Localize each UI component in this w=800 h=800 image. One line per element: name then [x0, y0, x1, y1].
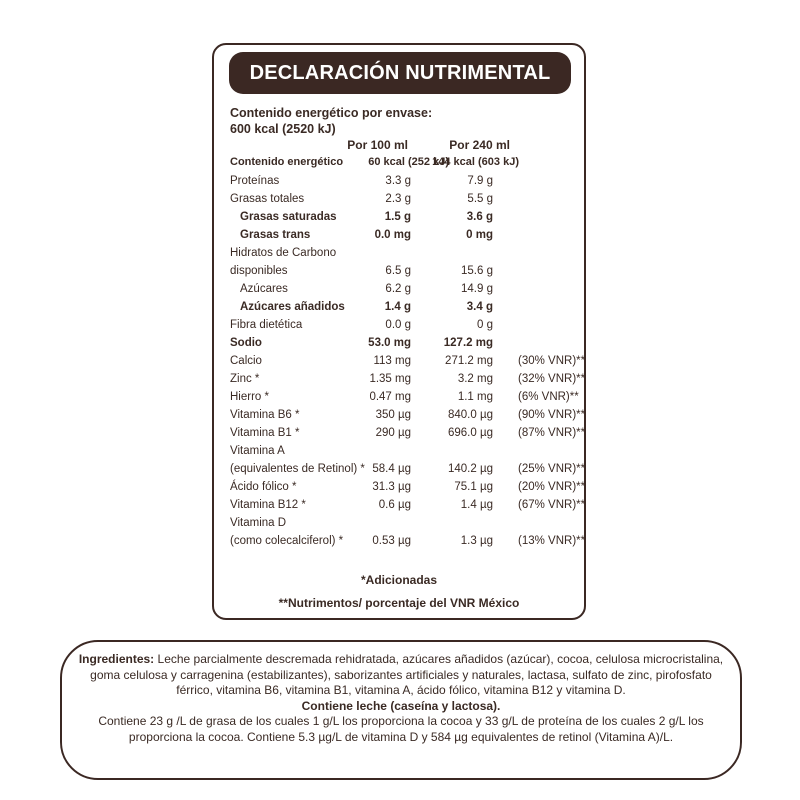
table-row	[230, 316, 575, 334]
table-row	[230, 496, 586, 514]
value-per240: 1.1 mg	[457, 391, 493, 403]
vnr-percent: (30% VNR)**	[518, 355, 586, 367]
energy-row-per240: 144 kcal (603 kJ)	[432, 156, 519, 168]
allergen-statement: Contiene leche (caseína y lactosa).	[301, 698, 501, 713]
value-per240: 840.0 µg	[448, 409, 493, 421]
value-per240: 3.6 g	[466, 211, 493, 223]
nutrient-label: Fibra dietética	[230, 319, 303, 331]
nutrient-label: disponibles	[230, 265, 288, 277]
table-row	[230, 262, 575, 280]
nutrient-label: (equivalentes de Retinol) *	[230, 463, 365, 475]
table-row	[230, 460, 586, 478]
value-per240: 1.4 µg	[460, 499, 493, 511]
value-per100: 1.5 g	[384, 211, 411, 223]
value-per100: 1.35 mg	[369, 373, 411, 385]
nutrient-label: Azúcares añadidos	[240, 301, 345, 313]
value-per240: 271.2 mg	[445, 355, 493, 367]
nutrient-label: Proteínas	[230, 175, 280, 187]
value-per100: 0.0 mg	[374, 229, 411, 241]
panel-title: DECLARACIÓN NUTRIMENTAL	[229, 52, 571, 94]
table-row	[230, 406, 586, 424]
nutrient-label: Grasas trans	[240, 229, 311, 241]
value-per240: 14.9 g	[461, 283, 493, 295]
nutrient-label: Hidratos de Carbono	[230, 247, 337, 259]
table-row	[230, 334, 575, 352]
nutrient-label: Vitamina D	[230, 517, 287, 529]
energy-row-label: Contenido energético	[230, 156, 344, 168]
footnote-vnr: **Nutrimentos/ porcentaje del VNR México	[278, 596, 520, 610]
table-row	[230, 370, 586, 388]
vnr-percent: (25% VNR)**	[518, 463, 586, 475]
column-header-per240: Por 240 ml	[449, 138, 510, 152]
vnr-percent: (90% VNR)**	[518, 409, 586, 421]
value-per100: 290 µg	[375, 427, 411, 439]
table-row	[230, 280, 575, 298]
energy-row	[230, 153, 575, 171]
nutrient-label: Azúcares	[240, 283, 288, 295]
column-header-per100: Por 100 ml	[347, 138, 408, 152]
value-per240: 5.5 g	[467, 193, 493, 205]
energy-per-package	[230, 105, 432, 137]
value-per100: 0.53 µg	[372, 535, 411, 547]
nutrient-label: Vitamina B1 *	[230, 427, 300, 439]
table-row	[230, 352, 586, 370]
vnr-percent: (20% VNR)**	[518, 481, 586, 493]
value-per240: 1.3 µg	[460, 535, 493, 547]
table-row	[230, 244, 575, 262]
energy-per-package-label: Contenido energético por envase:	[230, 106, 433, 120]
nutrient-label: Ácido fólico *	[230, 481, 297, 493]
vnr-percent: (87% VNR)**	[518, 427, 586, 439]
ingredients-text	[72, 652, 730, 745]
vnr-percent: (32% VNR)**	[518, 373, 586, 385]
nutrient-label: Hierro *	[230, 391, 269, 403]
value-per100: 0.0 g	[385, 319, 411, 331]
nutrient-label: Zinc *	[230, 373, 260, 385]
value-per240: 7.9 g	[467, 175, 493, 187]
value-per100: 3.3 g	[385, 175, 411, 187]
nutrient-label: (como colecalciferol) *	[230, 535, 344, 547]
nutrient-label: Sodio	[230, 337, 262, 349]
nutrient-label: Grasas saturadas	[240, 211, 337, 223]
table-row	[230, 172, 575, 190]
table-row	[230, 442, 575, 460]
value-per100: 58.4 µg	[372, 463, 411, 475]
nutrient-label: Calcio	[230, 355, 262, 367]
table-row	[230, 478, 586, 496]
table-row	[230, 514, 575, 532]
value-per100: 1.4 g	[384, 301, 411, 313]
value-per100: 53.0 mg	[368, 337, 411, 349]
table-row	[230, 424, 586, 442]
vnr-percent: (6% VNR)**	[518, 391, 579, 403]
vnr-percent: (13% VNR)**	[518, 535, 586, 547]
value-per240: 0 mg	[466, 229, 493, 241]
nutrient-label: Vitamina B12 *	[230, 499, 306, 511]
value-per240: 15.6 g	[461, 265, 493, 277]
footnote-added: *Adicionadas	[360, 573, 438, 587]
ingredients-paragraph	[72, 652, 730, 699]
nutrient-label: Vitamina B6 *	[230, 409, 300, 421]
ingredients-list: Leche parcialmente descremada rehidratada, azúcares añadidos (azúcar), cocoa, celulosa microcristalina, goma celulosa y carragenina (estabilizantes), saborizantes artificiales y naturales, lactasa, sulfato de zinc, pirofosfato férrico, vitamina B6, vitamina B1, vitamina A, ácido fólico, vitamina B12 y vitamina D.	[90, 652, 724, 697]
value-per100: 350 µg	[375, 409, 411, 421]
table-row	[230, 532, 586, 550]
table-row	[230, 226, 575, 244]
value-per100: 6.5 g	[385, 265, 411, 277]
nutrient-label: Grasas totales	[230, 193, 305, 205]
value-per100: 31.3 µg	[372, 481, 411, 493]
value-per240: 3.2 mg	[457, 373, 493, 385]
value-per100: 113 mg	[373, 355, 411, 367]
nutrient-label: Vitamina A	[230, 445, 285, 457]
table-row	[230, 388, 579, 406]
value-per100: 2.3 g	[385, 193, 411, 205]
table-row	[230, 190, 575, 208]
value-per240: 140.2 µg	[448, 463, 493, 475]
energy-per-package-value: 600 kcal (2520 kJ)	[230, 122, 336, 136]
value-per240: 3.4 g	[466, 301, 493, 313]
value-per240: 127.2 mg	[443, 337, 493, 349]
value-per240: 0 g	[477, 319, 493, 331]
vnr-percent: (67% VNR)**	[518, 499, 586, 511]
ingredients-label: Ingredientes:	[78, 652, 155, 666]
value-per100: 0.6 µg	[378, 499, 411, 511]
value-per100: 0.47 mg	[369, 391, 411, 403]
value-per100: 6.2 g	[385, 283, 411, 295]
table-row	[230, 298, 575, 316]
fat-protein-note: Contiene 23 g /L de grasa de los cuales 1 g/L los proporciona la cocoa y 33 g/L de proteína de los cuales 2 g/L los proporciona la cocoa. Contiene 5.3 µg/L de vitamina D y 584 µg equivalentes de retinol (Vitamina A)/L.	[98, 714, 704, 744]
energy-row-per100: 60 kcal (252 kJ)	[368, 156, 449, 168]
value-per240: 696.0 µg	[448, 427, 493, 439]
table-row	[230, 208, 575, 226]
value-per240: 75.1 µg	[454, 481, 493, 493]
